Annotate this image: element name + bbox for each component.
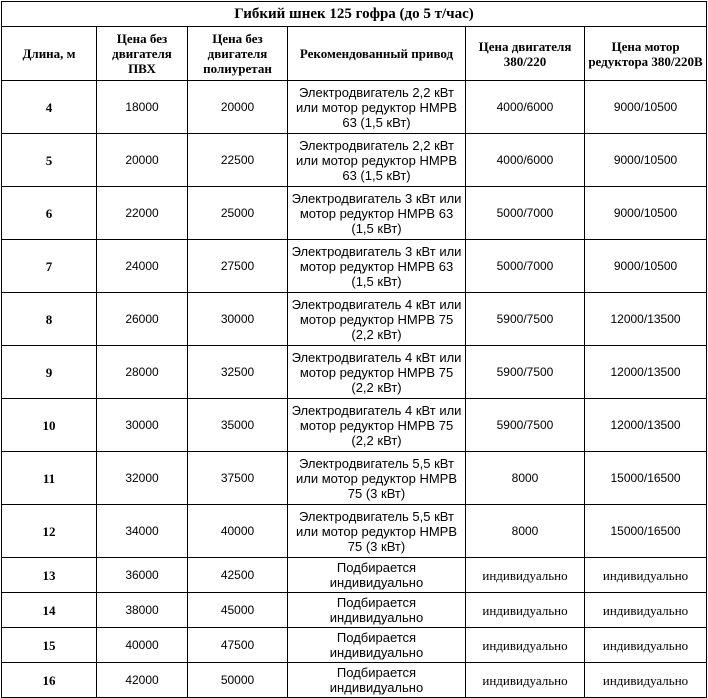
cell-motor-price: 5900/7500 — [466, 399, 585, 452]
cell-motor-price: индивидуально — [466, 628, 585, 663]
table-row — [2, 663, 707, 698]
cell-recommended-drive: Подбирается индивидуально — [288, 628, 466, 663]
table-row — [2, 293, 707, 346]
cell-motor-price: 4000/6000 — [466, 134, 585, 187]
cell-motor-price: индивидуально — [466, 558, 585, 593]
cell-gearmotor-price: 12000/13500 — [585, 293, 707, 346]
cell-motor-price: 4000/6000 — [466, 81, 585, 134]
cell-gearmotor-price: 12000/13500 — [585, 346, 707, 399]
table-row — [2, 346, 707, 399]
cell-recommended-drive: Подбирается индивидуально — [288, 593, 466, 628]
cell-gearmotor-price: 9000/10500 — [585, 240, 707, 293]
cell-motor-price: индивидуально — [466, 593, 585, 628]
cell-gearmotor-price: 9000/10500 — [585, 187, 707, 240]
cell-length: 8 — [2, 293, 97, 346]
header-gearmotor-price: Цена мотор редуктора 380/220В — [585, 27, 707, 81]
header-price-polyurethane: Цена без двигателя полиуретан — [188, 27, 288, 81]
cell-price-polyurethane: 30000 — [188, 293, 288, 346]
cell-recommended-drive: Электродвигатель 3 кВт или мотор редуктор НМРВ 63 (1,5 кВт) — [288, 187, 466, 240]
table-row — [2, 628, 707, 663]
cell-recommended-drive: Электродвигатель 4 кВт или мотор редуктор НМРВ 75 (2,2 кВт) — [288, 399, 466, 452]
cell-gearmotor-price: 9000/10500 — [585, 81, 707, 134]
cell-price-pvc: 34000 — [97, 505, 188, 558]
price-table — [1, 1, 707, 698]
table-row — [2, 81, 707, 134]
cell-price-polyurethane: 45000 — [188, 593, 288, 628]
table-row — [2, 593, 707, 628]
cell-price-pvc: 20000 — [97, 134, 188, 187]
cell-price-pvc: 28000 — [97, 346, 188, 399]
cell-price-pvc: 24000 — [97, 240, 188, 293]
cell-price-polyurethane: 20000 — [188, 81, 288, 134]
cell-price-pvc: 30000 — [97, 399, 188, 452]
cell-price-polyurethane: 35000 — [188, 399, 288, 452]
header-length: Длина, м — [2, 27, 97, 81]
cell-gearmotor-price: индивидуально — [585, 628, 707, 663]
cell-price-pvc: 38000 — [97, 593, 188, 628]
cell-motor-price: индивидуально — [466, 663, 585, 698]
cell-price-polyurethane: 50000 — [188, 663, 288, 698]
cell-gearmotor-price: индивидуально — [585, 593, 707, 628]
cell-gearmotor-price: 15000/16500 — [585, 505, 707, 558]
table-row — [2, 134, 707, 187]
cell-motor-price: 5900/7500 — [466, 293, 585, 346]
table-title: Гибкий шнек 125 гофра (до 5 т/час) — [2, 2, 707, 27]
cell-price-polyurethane: 25000 — [188, 187, 288, 240]
cell-recommended-drive: Электродвигатель 4 кВт или мотор редуктор НМРВ 75 (2,2 кВт) — [288, 293, 466, 346]
cell-recommended-drive: Электродвигатель 3 кВт или мотор редуктор НМРВ 63 (1,5 кВт) — [288, 240, 466, 293]
cell-recommended-drive: Электродвигатель 2,2 кВт или мотор редуктор НМРВ 63 (1,5 кВт) — [288, 81, 466, 134]
cell-price-polyurethane: 47500 — [188, 628, 288, 663]
cell-length: 7 — [2, 240, 97, 293]
cell-price-pvc: 22000 — [97, 187, 188, 240]
cell-price-polyurethane: 37500 — [188, 452, 288, 505]
cell-gearmotor-price: индивидуально — [585, 558, 707, 593]
table-body — [2, 81, 707, 698]
header-price-pvc: Цена без двигателя ПВХ — [97, 27, 188, 81]
cell-price-pvc: 26000 — [97, 293, 188, 346]
cell-recommended-drive: Подбирается индивидуально — [288, 663, 466, 698]
cell-motor-price: 8000 — [466, 452, 585, 505]
cell-recommended-drive: Подбирается индивидуально — [288, 558, 466, 593]
table-row — [2, 452, 707, 505]
cell-motor-price: 5900/7500 — [466, 346, 585, 399]
header-motor-price: Цена двигателя 380/220 — [466, 27, 585, 81]
cell-length: 5 — [2, 134, 97, 187]
cell-price-pvc: 18000 — [97, 81, 188, 134]
cell-motor-price: 8000 — [466, 505, 585, 558]
cell-gearmotor-price: 9000/10500 — [585, 134, 707, 187]
cell-length: 6 — [2, 187, 97, 240]
cell-price-polyurethane: 40000 — [188, 505, 288, 558]
cell-price-polyurethane: 22500 — [188, 134, 288, 187]
cell-price-polyurethane: 32500 — [188, 346, 288, 399]
table-row — [2, 240, 707, 293]
cell-gearmotor-price: 12000/13500 — [585, 399, 707, 452]
table-row — [2, 558, 707, 593]
cell-price-pvc: 36000 — [97, 558, 188, 593]
cell-motor-price: 5000/7000 — [466, 240, 585, 293]
cell-length: 15 — [2, 628, 97, 663]
cell-price-polyurethane: 42500 — [188, 558, 288, 593]
header-recommended-drive: Рекомендованный привод — [288, 27, 466, 81]
cell-length: 14 — [2, 593, 97, 628]
cell-recommended-drive: Электродвигатель 4 кВт или мотор редуктор НМРВ 75 (2,2 кВт) — [288, 346, 466, 399]
table-row — [2, 505, 707, 558]
table-row — [2, 187, 707, 240]
cell-price-pvc: 32000 — [97, 452, 188, 505]
cell-gearmotor-price: 15000/16500 — [585, 452, 707, 505]
cell-length: 12 — [2, 505, 97, 558]
cell-length: 9 — [2, 346, 97, 399]
cell-length: 13 — [2, 558, 97, 593]
cell-length: 11 — [2, 452, 97, 505]
cell-price-pvc: 42000 — [97, 663, 188, 698]
cell-motor-price: 5000/7000 — [466, 187, 585, 240]
cell-price-polyurethane: 27500 — [188, 240, 288, 293]
cell-price-pvc: 40000 — [97, 628, 188, 663]
cell-recommended-drive: Электродвигатель 2,2 кВт или мотор редуктор НМРВ 63 (1,5 кВт) — [288, 134, 466, 187]
cell-length: 10 — [2, 399, 97, 452]
cell-recommended-drive: Электродвигатель 5,5 кВт или мотор редуктор НМРВ 75 (3 кВт) — [288, 505, 466, 558]
table-row — [2, 399, 707, 452]
cell-length: 16 — [2, 663, 97, 698]
cell-length: 4 — [2, 81, 97, 134]
cell-recommended-drive: Электродвигатель 5,5 кВт или мотор редуктор НМРВ 75 (3 кВт) — [288, 452, 466, 505]
cell-gearmotor-price: индивидуально — [585, 663, 707, 698]
